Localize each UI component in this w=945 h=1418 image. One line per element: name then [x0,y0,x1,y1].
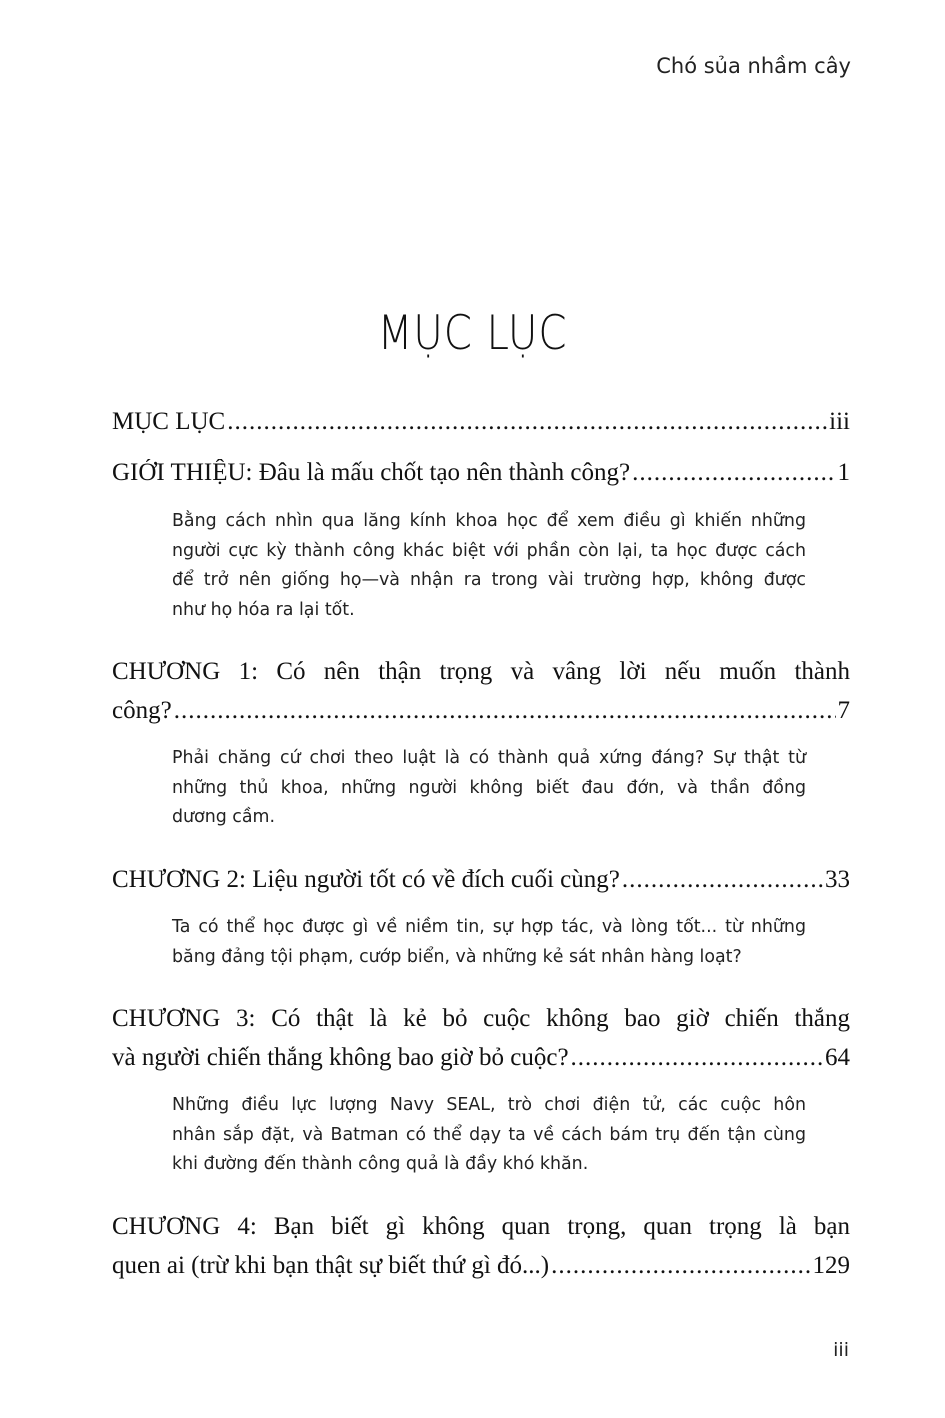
toc-page-number: 7 [837,697,850,724]
toc-summary-ch2 [172,913,806,972]
toc-entry-intro[interactable] [112,459,850,487]
toc-entry-muc-luc[interactable] [112,408,850,436]
dot-leader [632,459,835,487]
summary-line: Bằng cách nhìn qua lăng kính khoa học để xem điều gì khiến những [172,511,806,531]
toc-entry-label: công? [112,697,172,724]
summary-line: người cực kỳ thành công khác biệt với phần còn lại, ta học được cách [172,540,806,561]
summary-line: dương cầm. [172,807,275,828]
toc-page-number: 33 [825,866,850,893]
toc-entry-label: CHƯƠNG 2: Liệu người tốt có về đích cuối cùng? [112,866,620,893]
toc-summary-intro [172,507,806,625]
toc-page-number: 129 [812,1252,850,1279]
dot-leader [227,408,827,436]
dot-leader [174,697,836,725]
summary-line: để trở nên giống họ—và nhận ra trong vài trường hợp, không được [172,570,806,591]
summary-line: nhân sắp đặt, và Batman có thể dạy ta về cách bám trụ đến tận cùng [172,1124,806,1145]
summary-line: những thủ khoa, những người không biết đau đớn, và thần đồng [172,777,806,798]
toc-entry-ch3-line1[interactable]: CHƯƠNG 3: Có thật là kẻ bỏ cuộc không bao giờ chiến thắng [112,1005,850,1032]
summary-line: như họ hóa ra lại tốt. [172,599,355,620]
toc-entry-label: GIỚI THIỆU: Đâu là mấu chốt tạo nên thành công? [112,459,631,486]
toc-summary-ch1 [172,744,806,833]
toc-entry-ch4-line1[interactable]: CHƯƠNG 4: Bạn biết gì không quan trọng, quan trọng là bạn [112,1213,850,1240]
summary-line: Phải chăng cứ chơi theo luật là có thành quả xứng đáng? Sự thật từ [172,748,806,768]
toc-page-number: iii [829,408,850,435]
toc-entry-ch1-line1[interactable]: CHƯƠNG 1: Có nên thận trọng và vâng lời nếu muốn thành [112,658,850,685]
summary-line: Những điều lực lượng Navy SEAL, trò chơi điện tử, các cuộc hôn [172,1095,806,1115]
toc-entry-ch3[interactable] [112,1044,850,1072]
summary-line: khi đường đến thành công quả là đầy khó khăn. [172,1154,589,1175]
toc-page-number: 64 [825,1044,850,1071]
toc-entry-ch1[interactable] [112,697,850,725]
summary-line: băng đảng tội phạm, cướp biển, và những kẻ sát nhân hàng loạt? [172,946,742,967]
page-number: iii [833,1339,849,1361]
dot-leader [622,866,823,894]
toc-entry-label: và người chiến thắng không bao giờ bỏ cuộc? [112,1044,569,1071]
dot-leader [551,1252,810,1280]
toc-page-number: 1 [837,459,850,486]
page-title: MỤC LỤC [377,306,568,361]
running-head: Chó sủa nhầm cây [656,54,851,78]
toc-summary-ch3 [172,1091,806,1180]
toc-entry-label: quen ai (trừ khi bạn thật sự biết thứ gì đó...) [112,1252,550,1279]
toc-entry-label: MỤC LỤC [112,408,226,435]
dot-leader [571,1044,823,1072]
toc-entry-ch4[interactable] [112,1252,850,1280]
toc-entry-ch2[interactable] [112,866,850,894]
summary-line: Ta có thể học được gì về niềm tin, sự hợp tác, và lòng tốt... từ những [172,917,806,937]
